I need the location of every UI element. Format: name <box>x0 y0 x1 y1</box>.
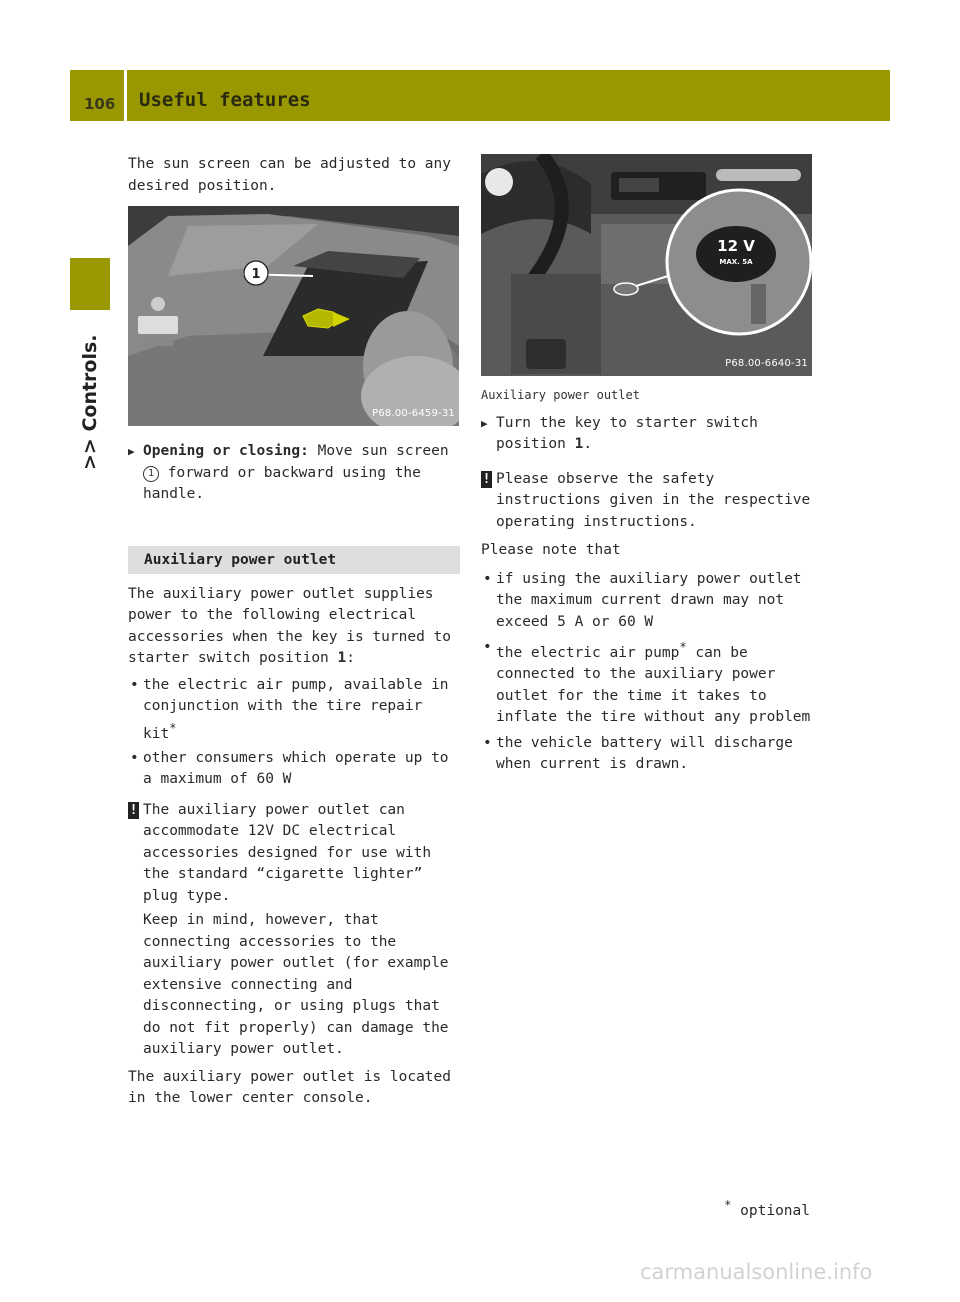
footnote-optional: * optional <box>724 1198 810 1219</box>
warning-text-2: Keep in mind, however, that connecting accessories to the auxiliary power outlet (for example extensive connecting and disconnecting, or using plugs that do not fit properly) can damage the auxiliary power outlet. <box>143 912 449 1058</box>
warning-note <box>128 800 460 1061</box>
callout-ref: 1 <box>143 466 159 482</box>
instruction-step <box>128 441 460 506</box>
header-divider <box>124 70 127 121</box>
list-item: • other consumers which operate up to a maximum of 60 W <box>130 749 449 788</box>
socket-label: 12 V <box>717 237 755 255</box>
step-arrow-icon: ▶ <box>128 445 135 458</box>
instruction-term: Opening or closing: <box>143 443 309 459</box>
warning-icon: ! <box>129 802 138 818</box>
side-tab-label: >> Controls. <box>79 334 101 470</box>
closing-paragraph: The auxiliary power outlet is located in the lower center console. <box>128 1068 452 1107</box>
photo-code: P68.00-6459-31 <box>372 407 455 419</box>
warning-note <box>481 469 813 534</box>
bullet-icon: • <box>130 676 139 693</box>
sunscreen-photo <box>128 206 459 426</box>
photo-code: P68.00-6640-31 <box>725 357 808 369</box>
list-item: • the electric air pump* can be connected to the auxiliary power outlet for the time it takes to inflate the tire without any problem <box>483 639 811 726</box>
note-intro: Please note that <box>481 542 621 558</box>
bullet-icon: • <box>130 749 139 766</box>
figure-caption: Auxiliary power outlet <box>481 388 640 402</box>
section-title: Useful features <box>139 89 311 111</box>
photo-callout-1: 1 <box>251 267 261 282</box>
section-heading: Auxiliary power outlet <box>128 546 460 574</box>
side-tab-marker <box>70 258 110 310</box>
warning-text: The auxiliary power outlet can accommodate 12V DC electrical accessories designed for use with the standard “cigarette lighter” plug type. <box>143 801 432 904</box>
warning-text: Please observe the safety instructions given in the respective operating instructions. <box>496 470 811 530</box>
instruction-step: ▶ Turn the key to starter switch position 1. <box>481 414 758 452</box>
right-column <box>481 154 813 776</box>
list-item: • if using the auxiliary power outlet the maximum current drawn may not exceed 5 A or 60 W <box>483 570 802 630</box>
description-paragraph: The auxiliary power outlet supplies power to the following electrical accessories when the key is turned to starter switch position 1: <box>128 585 452 666</box>
sunscreen-illustration <box>128 206 459 426</box>
page-number: 106 <box>84 95 116 113</box>
left-column <box>128 154 460 1110</box>
bullet-icon: • <box>483 570 492 587</box>
watermark: carmanualsonline.info <box>640 1260 873 1284</box>
step-arrow-icon: ▶ <box>481 416 488 430</box>
socket-sublabel: MAX. 5A <box>719 258 753 266</box>
list-item: • the vehicle battery will discharge when current is drawn. <box>483 734 793 773</box>
instruction-text-after: forward or backward using the handle. <box>143 464 421 502</box>
outlet-photo <box>481 154 812 376</box>
list-item: • the electric air pump, available in conjunction with the tire repair kit* <box>130 676 449 742</box>
bullet-icon: • <box>483 734 492 751</box>
instruction-text: Move sun screen <box>308 443 449 459</box>
bullet-icon: • <box>483 639 492 655</box>
warning-icon: ! <box>482 471 491 487</box>
optional-star: * <box>679 640 687 654</box>
optional-star: * <box>169 720 177 735</box>
intro-paragraph: The sun screen can be adjusted to any desired position. <box>128 156 452 194</box>
outlet-illustration <box>481 154 812 376</box>
